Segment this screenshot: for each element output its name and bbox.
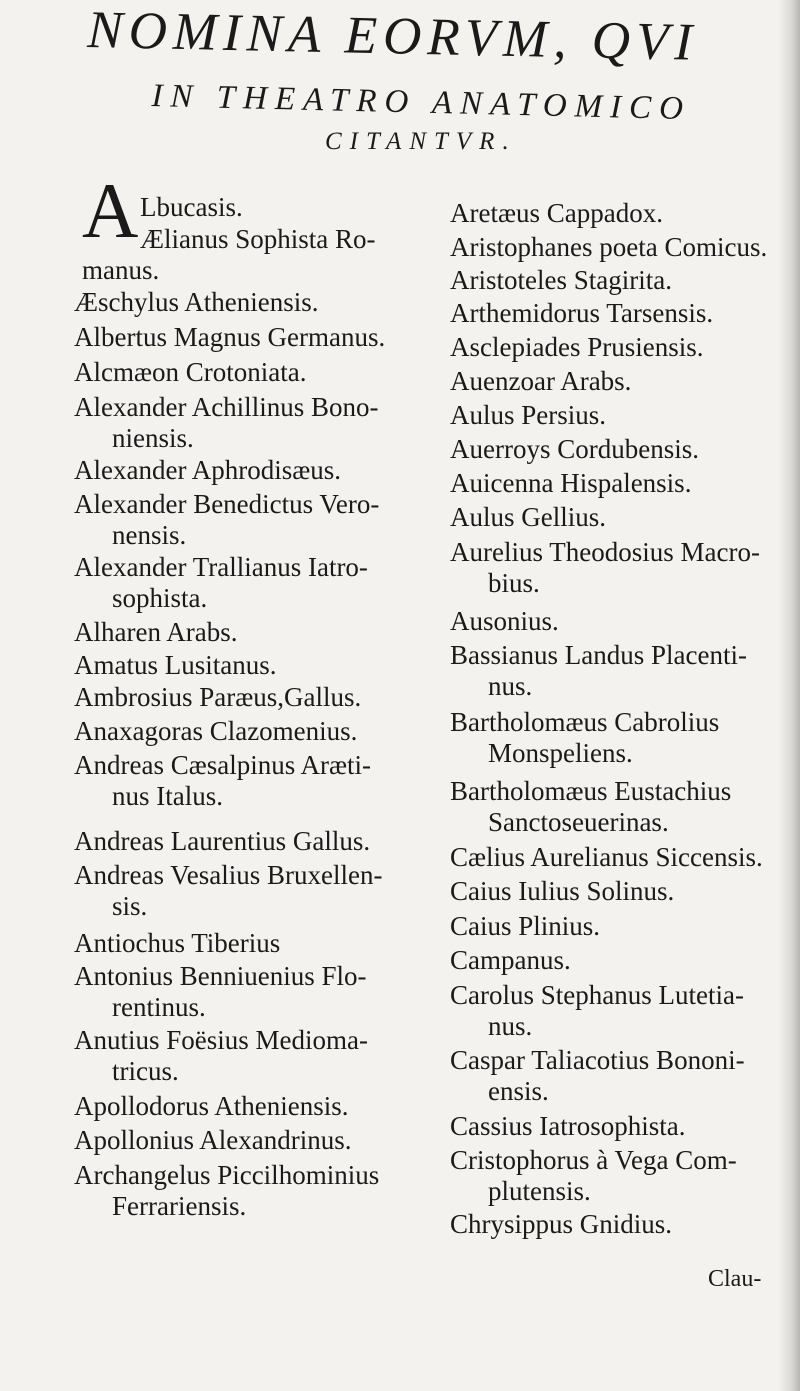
drop-capital: A	[82, 167, 139, 254]
index-entry	[74, 357, 434, 388]
index-entry-line: Carolus Stephanus Lutetia-	[450, 980, 744, 1010]
index-entry	[450, 198, 800, 229]
index-entry-continuation: manus.	[82, 254, 160, 285]
index-entry-line: Aulus Gellius.	[450, 502, 607, 532]
index-entry-line: Lbucasis.	[140, 192, 243, 222]
index-entry	[74, 1025, 434, 1086]
index-entry-line: Ausonius.	[450, 606, 559, 636]
index-entry	[74, 392, 434, 453]
index-entry-continuation: ensis.	[488, 1075, 549, 1106]
index-entry-line: Antonius Benniuenius Flo-	[74, 961, 367, 991]
index-entry	[74, 1160, 434, 1221]
index-entry-line: Alcmæon Crotoniata.	[74, 357, 307, 387]
index-entry-line: Alexander Benedictus Vero-	[74, 489, 380, 519]
index-entry-line: Arthemidorus Tarsensis.	[450, 298, 714, 328]
index-entry-line: Albertus Magnus Germanus.	[74, 322, 386, 352]
index-entry	[74, 650, 434, 681]
index-entry-continuation: nensis.	[112, 519, 187, 550]
index-entry-continuation: bius.	[488, 567, 540, 598]
index-entry-line: Caius Plinius.	[450, 911, 601, 941]
index-entry-line: Bartholomæus Cabrolius	[450, 707, 720, 737]
index-entry	[450, 640, 800, 701]
index-entry-line: Æschylus Atheniensis.	[74, 287, 319, 317]
index-entry	[450, 232, 800, 263]
index-entry-line: Aretæus Cappadox.	[450, 198, 663, 228]
index-entry-line: Aulus Persius.	[450, 400, 607, 430]
index-entry	[74, 617, 434, 648]
index-entry	[450, 911, 800, 942]
index-entry-continuation: sophista.	[112, 582, 208, 613]
index-entry	[450, 366, 800, 397]
index-entry	[74, 860, 434, 921]
index-entry-line: Apollonius Alexandrinus.	[74, 1125, 352, 1155]
index-entry-continuation: niensis.	[112, 422, 194, 453]
index-entry-line: Auerroys Cordubensis.	[450, 434, 699, 464]
page-subtitle: IN THEATRO ANATOMICO	[151, 78, 692, 128]
index-entry-line: Andreas Cæsalpinus Aræti-	[74, 750, 371, 780]
index-entry-line: Chrysippus Gnidius.	[450, 1209, 673, 1239]
index-entry-line: Apollodorus Atheniensis.	[74, 1091, 349, 1121]
index-entry-continuation: nus.	[488, 670, 533, 701]
index-entry	[74, 552, 434, 613]
index-entry	[450, 606, 800, 637]
index-entry	[450, 1045, 800, 1106]
index-entry	[74, 322, 434, 353]
index-entry-line: Antiochus Tiberius	[74, 928, 281, 958]
index-entry-continuation: nus.	[488, 1010, 533, 1041]
index-entry	[450, 776, 800, 837]
index-entry	[74, 826, 434, 857]
index-entry-continuation: Ferrariensis.	[112, 1190, 247, 1221]
index-entry-line: Cælius Aurelianus Siccensis.	[450, 842, 763, 872]
index-entry-continuation: sis.	[112, 890, 148, 921]
index-entry-continuation: rentinus.	[112, 991, 206, 1022]
index-entry	[450, 1209, 800, 1240]
index-entry-line: Bassianus Landus Placenti-	[450, 640, 747, 670]
index-entry-continuation: Sanctoseuerinas.	[488, 806, 669, 837]
index-entry-line: Alexander Trallianus Iatro-	[74, 552, 368, 582]
index-entry-continuation: nus Italus.	[112, 780, 223, 811]
index-entry-line: Anaxagoras Clazomenius.	[74, 716, 358, 746]
index-entry-line: Cristophorus à Vega Com-	[450, 1145, 737, 1175]
index-entry-continuation: Monspeliens.	[488, 737, 633, 768]
index-entry	[74, 1091, 434, 1122]
index-entry	[74, 928, 434, 959]
index-entry	[450, 945, 800, 976]
index-entry-line: Andreas Laurentius Gallus.	[74, 826, 371, 856]
index-entry-line: Caspar Taliacotius Bononi-	[450, 1045, 745, 1075]
index-entry-line: Caius Iulius Solinus.	[450, 876, 675, 906]
index-entry	[450, 1145, 800, 1206]
catchword: Clau-	[708, 1266, 762, 1292]
index-entry	[74, 489, 434, 550]
index-entry-line: Alharen Arabs.	[74, 617, 238, 647]
index-entry	[450, 876, 800, 907]
index-entry-line: Anutius Foësius Medioma-	[74, 1025, 368, 1055]
index-entry	[74, 224, 434, 285]
index-entry	[74, 750, 434, 811]
index-entry-line: Cassius Iatrosophista.	[450, 1111, 686, 1141]
index-entry-line: Ælianus Sophista Ro-	[140, 224, 376, 254]
index-entry-line: Aristoteles Stagirita.	[450, 265, 672, 295]
index-entry	[450, 332, 800, 363]
index-entry-line: Asclepiades Prusiensis.	[450, 332, 704, 362]
index-entry	[450, 707, 800, 768]
index-entry-line: Ambrosius Paræus,Gallus.	[74, 682, 362, 712]
index-entry-line: Auicenna Hispalensis.	[450, 468, 692, 498]
index-entry-line: Archangelus Piccilhominius	[74, 1160, 380, 1190]
page-subtitle-citantur: CITANTVR.	[325, 128, 517, 155]
page-title: NOMINA EORVM, QVI	[86, 0, 699, 72]
index-entry	[74, 287, 434, 318]
index-entry	[74, 961, 434, 1022]
index-entry-line: Aurelius Theodosius Macro-	[450, 537, 760, 567]
index-entry	[74, 682, 434, 713]
index-entry	[74, 455, 434, 486]
index-entry-continuation: tricus.	[112, 1055, 179, 1086]
index-entry-line: Andreas Vesalius Bruxellen-	[74, 860, 383, 890]
index-entry-line: Amatus Lusitanus.	[74, 650, 277, 680]
index-entry	[450, 1111, 800, 1142]
index-entry	[450, 265, 800, 296]
index-entry	[450, 842, 800, 873]
index-entry	[450, 434, 800, 465]
index-entry	[450, 502, 800, 533]
index-entry	[450, 468, 800, 499]
index-entry-continuation: plutensis.	[488, 1175, 591, 1206]
index-entry	[74, 716, 434, 747]
index-entry-line: Bartholomæus Eustachius	[450, 776, 732, 806]
index-entry	[450, 400, 800, 431]
index-entry-line: Aristophanes poeta Comicus.	[450, 232, 768, 262]
index-entry	[450, 980, 800, 1041]
index-entry	[450, 537, 800, 598]
index-entry-line: Alexander Achillinus Bono-	[74, 392, 379, 422]
index-entry-line: Auenzoar Arabs.	[450, 366, 632, 396]
index-entry	[74, 1125, 434, 1156]
index-entry	[450, 298, 800, 329]
index-entry-line: Alexander Aphrodisæus.	[74, 455, 341, 485]
index-entry	[74, 192, 434, 223]
index-entry-line: Campanus.	[450, 945, 571, 975]
